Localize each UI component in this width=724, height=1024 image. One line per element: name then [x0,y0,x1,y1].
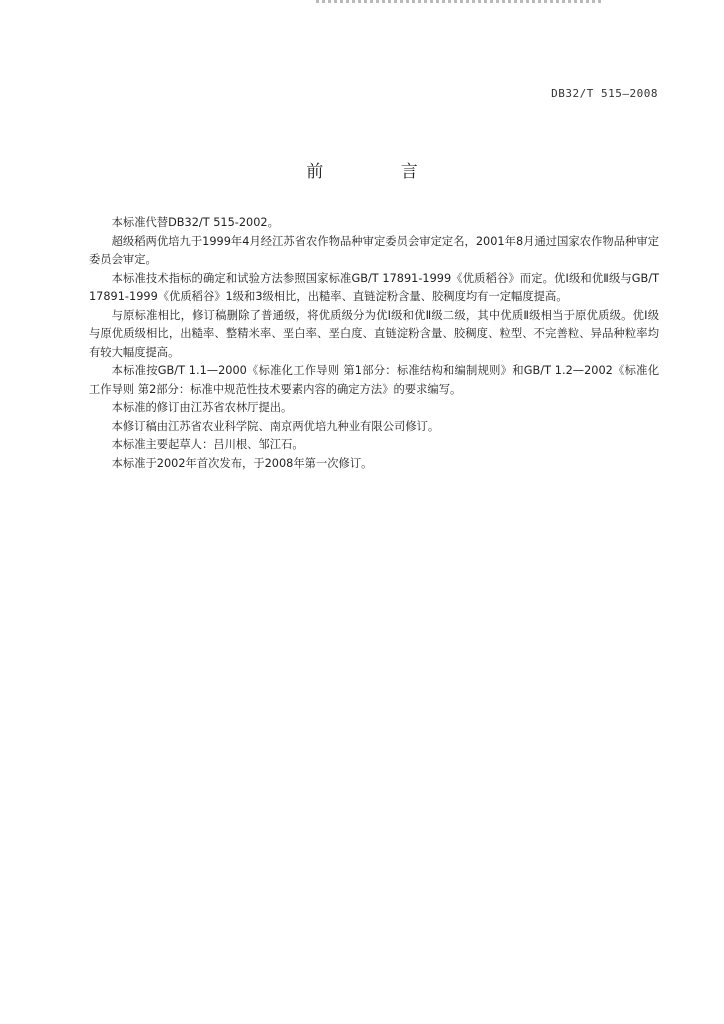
document-number: DB32/T 515—2008 [551,87,658,100]
paragraph-revision-changes: 与原标准相比，修订稿删除了普通级，将优质级分为优Ⅰ级和优Ⅱ级二级，其中优质Ⅱ级相当于原优质级。优Ⅰ级与原优质级相比，出糙率、整精米率、垩白率、垩白度、直链淀粉含量、胶稠度、粒型、不完善粒、异品种粒率均有较大幅度提高。 [89,308,659,359]
paragraph-variety-approval: 超级稻两优培九于1999年4月经江苏省农作物品种审定委员会审定定名，2001年8月通过国家农作物品种审定委员会审定。 [89,234,659,266]
paragraph-publication-history: 本标准于2002年首次发布，于2008年第一次修订。 [111,456,373,470]
paragraph-revisers: 本修订稿由江苏省农业科学院、南京两优培九种业有限公司修订。 [111,419,440,433]
paragraph-technical-indicators: 本标准技术指标的确定和试验方法参照国家标准GB/T 17891-1999《优质稻谷》而定。优Ⅰ级和优Ⅱ级与GB/T 17891-1999《优质稻谷》1级和3级相比，出糙率、直链淀粉含量、胶稠度均有一定幅度提高。 [89,271,659,303]
foreword-body [89,214,659,473]
paragraph-proposer: 本标准的修订由江苏省农林厅提出。 [111,401,293,414]
scan-top-edge [316,0,602,3]
paragraph-replaces: 本标准代替DB32/T 515-2002。 [111,216,279,229]
page-title: 前 言 [306,162,454,182]
paragraph-drafting-rules: 本标准按GB/T 1.1—2000《标准化工作导则 第1部分：标准结构和编制规则》和GB/T 1.2—2002《标准化工作导则 第2部分：标准中规范性技术要素内容的确定方法》的要求编写。 [89,364,659,396]
paragraph-drafters: 本标准主要起草人：吕川根、邹江石。 [111,438,304,451]
